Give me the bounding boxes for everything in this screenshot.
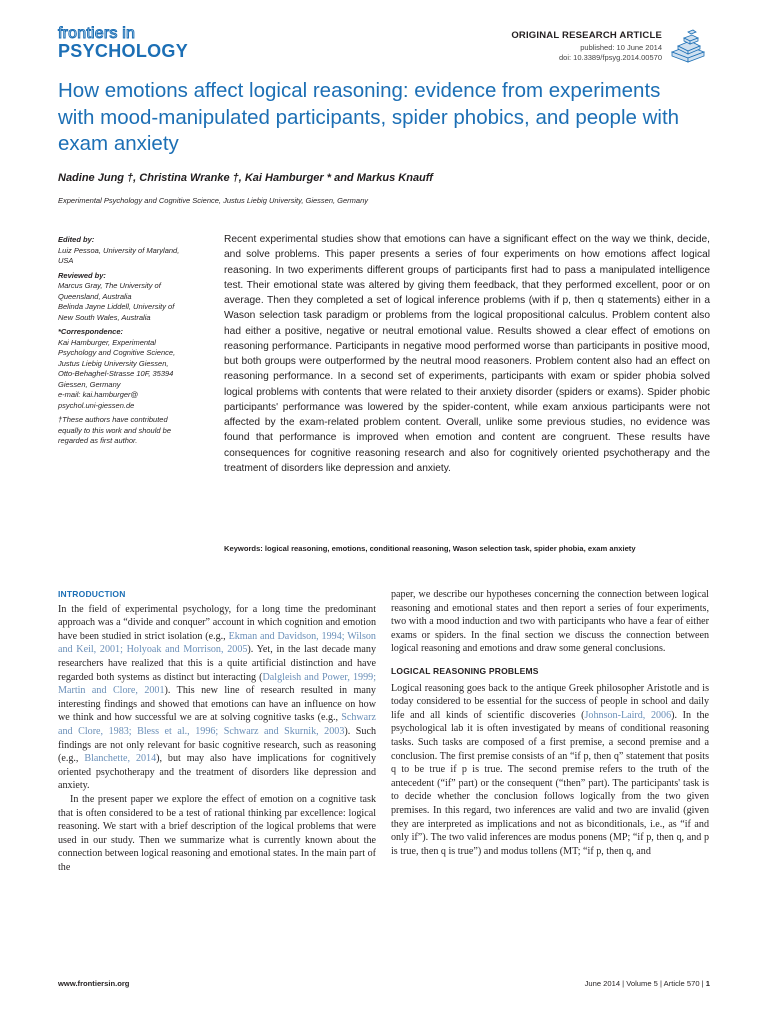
intro-paragraph-1 — [58, 603, 376, 793]
body-text: ). Yet, in the last decade many researchers have realized that this is a quite artificial distinction and have regarded both systems as distinct but interacting ( — [58, 644, 376, 683]
reviewer-line: Queensland, Australia — [58, 291, 132, 301]
email-link[interactable]: e-mail: kai.hamburger@ — [58, 390, 139, 399]
citation-link[interactable]: Ekman and Davidson, 1994; Wilson and Keil, 2001; Holyoak and Morrison, 2005 — [58, 630, 376, 656]
reviewer-line: New South Wales, Australia — [58, 312, 151, 322]
affiliation: Experimental Psychology and Cognitive Science, Justus Liebig University, Giessen, Germany — [58, 196, 369, 205]
author-list: Nadine Jung †, Christina Wranke †, Kai Hamburger * and Markus Knauff — [58, 172, 433, 184]
body-text: Logical reasoning goes back to the antique Greek philosopher Aristotle and is today considered to be essential for the success of people in school and daily life and all kinds of scientific discoveries ( — [391, 682, 709, 721]
article-title: How emotions affect logical reasoning: evidence from experiments with mood-manipulated participants, spider phobics, and people with exam anxiety — [58, 79, 680, 155]
section-heading-introduction: INTRODUCTION — [58, 589, 126, 599]
correspondence-line: Kai Hamburger, Experimental — [58, 337, 156, 347]
reviewer-line: Belinda Jayne Liddell, University of — [58, 302, 175, 311]
logo-top-text: frontiers in — [58, 25, 136, 42]
article-type: ORIGINAL RESEARCH ARTICLE — [511, 30, 662, 41]
correspondence-line: Psychology and Cognitive Science, — [58, 348, 176, 357]
edited-by-heading: Edited by: — [58, 235, 95, 244]
correspondence-block — [58, 327, 210, 411]
stacked-cubes-icon — [668, 28, 708, 64]
footnote-line: †These authors have contributed — [58, 415, 168, 424]
published-date: published: 10 June 2014 — [580, 43, 662, 52]
body-text: ). Such findings are not only relevant for basic cognitive research, such as reasoning (e.g., — [58, 725, 376, 765]
issue-info: June 2014 | Volume 5 | Article 570 | — [584, 979, 704, 988]
citation-link[interactable]: Schwarz and Clore, 1983; Bless et al., 1996; Schwarz and Skurnik, 2003 — [58, 712, 376, 737]
editor-line: Luiz Pessoa, University of Maryland, — [58, 245, 180, 255]
citation-link[interactable]: Johnson-Laird, 2006 — [584, 709, 672, 721]
citation-link[interactable]: Dalgleish and Power, 1999; Martin and Clore, 2001 — [58, 671, 376, 697]
body-text: ). This new line of research resulted in many interesting findings and showed that emotions can have an influence on how we think and how successful we are at solving cognitive tasks (e.g., — [58, 685, 376, 724]
edited-by-block — [58, 235, 210, 267]
body-text: ), but may also have implications for cognitively oriented psychotherapy and the treatment of disorders like depression and anxiety. — [58, 753, 376, 792]
footer-meta — [585, 979, 710, 988]
reviewed-by-block — [58, 271, 210, 324]
correspondence-line: Justus Liebig University Giessen, — [58, 358, 169, 368]
body-text: ). In the psychological lab it is often investigated by means of conditional reasoning tasks. Such tasks are composed of a first premise, a second premise and a conclusion. The first premise consists of an “if p, then q” statement that posits q to be true if p is true. The second premise refers to the truth of the antecedent (“if” part) or the consequent (“then” part). The participants' task is to decide whether the conclusion follows logically from the two given premises. In this regard, two inferences are valid and two are invalid (given they are interpreted as implications and not as biconditionals, i.e., as “if and only if”). The two valid inferences are modus ponens (MP; “if p, then q, and p is true, then q is true”) and modus tollens (MT; “if p, then q, and — [391, 709, 710, 857]
logical-paragraph-1 — [391, 682, 709, 859]
journal-logo[interactable] — [58, 26, 188, 60]
journal-header — [58, 26, 710, 70]
intro-paragraph-2-continued: paper, we describe our hypotheses concerning the connection between logical reasoning and emotional states and then report a series of four experiments, two with a mood induction and two with participants who have a fear of either exams or spiders. In the final section we discuss the connection between logical reasoning and emotions and draw some general conclusions. — [391, 589, 709, 655]
reviewed-by-heading: Reviewed by: — [58, 270, 106, 280]
reviewer-line: Marcus Gray, The University of — [58, 281, 161, 290]
author-footnote — [58, 415, 210, 447]
body-column-right — [391, 588, 709, 858]
body-column-left — [58, 588, 376, 874]
correspondence-heading: *Correspondence: — [58, 327, 124, 336]
page-number: 1 — [705, 979, 710, 988]
editor-line: USA — [58, 256, 74, 265]
intro-paragraph-2: In the present paper we explore the effect of emotion on a cognitive task that is often considered to be a test of rational thinking par excellence: logical reasoning. We start with a brief description of the logical problems that were used in our study. Then we summarize what is currently known about the connection between logical reasoning and emotional states. In the main part of the — [58, 793, 376, 873]
email-link[interactable]: psychol.uni-giessen.de — [58, 400, 135, 410]
footnote-line: equally to this work and should be — [58, 425, 171, 435]
footnote-line: regarded as first author. — [58, 436, 138, 445]
citation-link[interactable]: Blanchette, 2014 — [84, 753, 157, 765]
footer-url[interactable]: www.frontiersin.org — [58, 979, 130, 988]
correspondence-line: Giessen, Germany — [58, 379, 121, 389]
publication-info — [559, 43, 662, 63]
keywords: Keywords: logical reasoning, emotions, conditional reasoning, Wason selection task, spider phobia, exam anxiety — [224, 544, 636, 553]
section-heading-logical-reasoning: LOGICAL REASONING PROBLEMS — [391, 665, 539, 676]
editorial-sidebar — [58, 235, 210, 451]
doi[interactable]: doi: 10.3389/fpsyg.2014.00570 — [558, 53, 662, 62]
logo-bottom-text: PSYCHOLOGY — [58, 41, 189, 61]
body-text: In the field of experimental psychology, for a long time the predominant approach was a “divide and conquer” account in which cognition and emotion have been studied in strict isolation (e.g., — [58, 603, 376, 642]
abstract: Recent experimental studies show that emotions can have a significant effect on the way we think, decide, and solve problems. This paper presents a series of four experiments on how emotions affect logical reasoning. In two experiments different groups of participants first had to pass a manipulated intelligence test. Their emotional state was altered by giving them feedback, that they performed excellent, poor or on average. Then they completed a set of logical inference problems (with if p, then q statements) either in a Wason selection task paradigm or problems from the logical propositional calculus. Problem content also had either a positive, negative or neutral emotional value. Results showed a clear effect of emotions on reasoning performance. Participants in negative mood performed worse than participants in positive mood, but both groups were outperformed by the neutral mood reasoners. Problem content also had an effect on reasoning performance. In a second set of experiments, participants with exam or spider phobia solved logical problems with contents that were related to their anxiety disorder (spiders or exams). Spider phobic participants' performance was lowered by the spider-content, while exam anxious participants were not affected by the exam-related problem content. Overall, unlike some previous studies, no evidence was found that performance is improved when emotion and content are congruent. These results have consequences for cognitive reasoning research and also for cognitively oriented psychotherapy and the treatment of disorders like depression and anxiety. — [224, 234, 710, 474]
correspondence-line: Otto-Behaghel-Strasse 10F, 35394 — [58, 369, 174, 378]
